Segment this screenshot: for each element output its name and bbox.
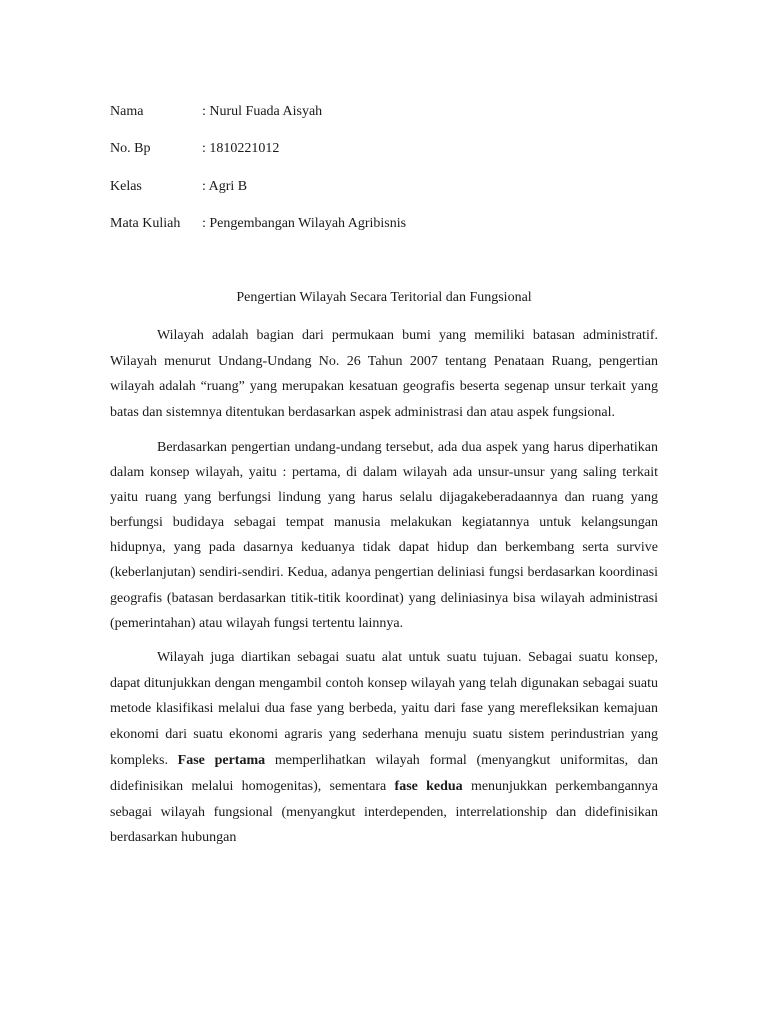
bold-term-fase-kedua: fase kedua bbox=[394, 778, 463, 794]
info-row-course bbox=[110, 214, 670, 251]
info-label: No. Bp bbox=[110, 141, 151, 157]
paragraph-1: Wilayah adalah bagian dari permukaan bumi yang memiliki batasan administratif. Wilayah menurut Undang-Undang No. 26 Tahun 2007 tentang Penataan Ruang, pengertian wilayah adalah “ruang” yang merupakan kesatuan geografis beserta segenap unsur terkait yang batas dan sistemnya ditentukan berdasarkan aspek administrasi dan atau aspek fungsional. bbox=[110, 328, 658, 420]
paragraph-2: Berdasarkan pengertian undang-undang tersebut, ada dua aspek yang harus diperhatikan dalam konsep wilayah, yaitu : pertama, di dalam wilayah ada unsur-unsur yang saling terkait yaitu ruang yang berfungsi lindung yang harus selalu dijagakeberadaannya dan ruang yang berfungsi budidaya sebagai tempat manusia melakukan kegiatannya untuk kelangsungan hidupnya, yang pada dasarnya keduanya tidak dapat hidup dan berkembang serta survive (keberlanjutan) sendiri-sendiri. Kedua, adanya pengertian deliniasi fungsi berdasarkan koordinasi geografis (batasan berdasarkan titik-titik koordinat) yang deliniasinya bisa wilayah administrasi (pemerintahan) atau wilayah fungsi tertentu lainnya. bbox=[110, 440, 658, 631]
student-info bbox=[110, 102, 670, 251]
bold-term-fase-pertama: Fase pertama bbox=[177, 752, 266, 768]
info-value: : Agri B bbox=[202, 178, 248, 194]
info-value: : Nurul Fuada Aisyah bbox=[202, 104, 323, 119]
document-title: Pengertian Wilayah Secara Teritorial dan Fungsional bbox=[236, 290, 532, 305]
paragraph-3-text-2: memperlihatkan wilayah formal (menyangkut uniformitas, dan didefinisikan melalui homogenitas), sementara bbox=[110, 752, 659, 794]
info-value: : Pengembangan Wilayah Agribisnis bbox=[202, 215, 407, 231]
info-row-class bbox=[110, 177, 670, 214]
info-value: : 1810221012 bbox=[202, 141, 280, 157]
info-row-bp bbox=[110, 139, 670, 176]
document-body bbox=[110, 323, 658, 862]
paragraph-3-text-3: menunjukkan perkembangannya sebagai wilayah fungsional (menyangkut interdependen, interrelationship dan didefinisikan berdasarkan hubungan bbox=[110, 778, 659, 846]
info-label: Nama bbox=[110, 104, 144, 119]
info-label: Mata Kuliah bbox=[110, 215, 181, 231]
paragraph-3 bbox=[110, 645, 658, 851]
paragraph-3-text-1: Wilayah juga diartikan sebagai suatu alat untuk suatu tujuan. Sebagai suatu konsep, dapat ditunjukkan dengan mengambil contoh konsep wilayah yang telah digunakan sebagai suatu metode klasifikasi melalui dua fase yang berbeda, yaitu dari fase yang merefleksikan kemajuan ekonomi dari suatu ekonomi agraris yang sederhana menuju suatu sistem perindustrian yang kompleks. bbox=[110, 649, 658, 768]
info-label: Kelas bbox=[110, 178, 142, 194]
info-row-name bbox=[110, 102, 670, 139]
